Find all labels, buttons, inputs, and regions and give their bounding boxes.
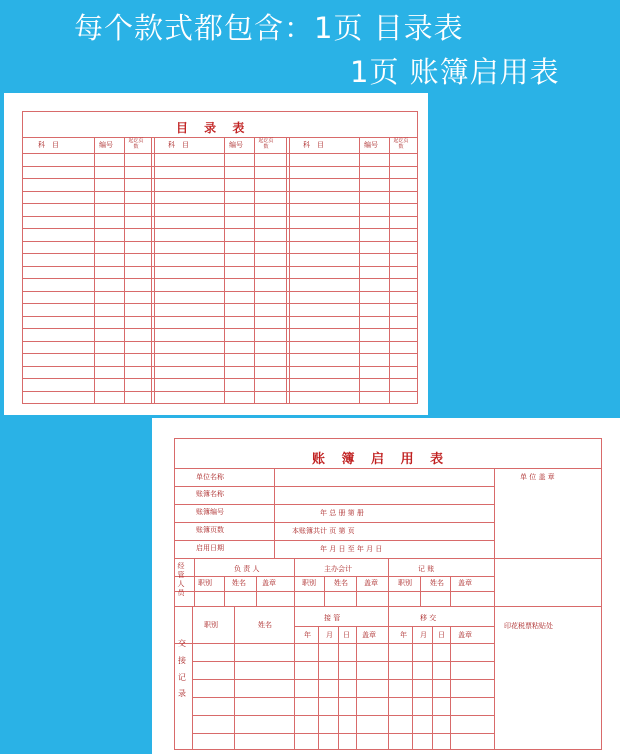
ledger-manager-sub-line [324, 576, 325, 606]
ledger-manager-row-line [174, 591, 494, 592]
catalog-pages-header: 起讫页数 [258, 138, 274, 150]
ledger-row-line [174, 468, 602, 469]
catalog-title: 目 录 表 [176, 121, 251, 135]
ledger-handover-row-line [192, 715, 494, 716]
ledger-manager-sub-line [224, 576, 225, 606]
catalog-pages-header: 起讫页数 [393, 138, 409, 150]
ledger-handover-sub-line [294, 626, 494, 627]
stamp-area-label: 印花税票粘贴处 [504, 622, 553, 630]
chief-accountant-label: 主办会计 [324, 565, 352, 573]
catalog-column-line [389, 137, 390, 404]
ledger-handover-header-line [174, 643, 494, 644]
unit-seal-label: 单 位 盖 章 [520, 473, 555, 481]
book-pages-label: 账簿页数 [196, 526, 224, 534]
book-name-label: 账簿名称 [196, 490, 224, 498]
ledger-manager-col-line [194, 558, 195, 606]
takeover-seal: 盖章 [362, 631, 376, 639]
mgr-seal-col-3: 盖章 [458, 579, 472, 587]
handover-title-col: 职别 [204, 621, 218, 629]
ledger-date-col-line [432, 626, 433, 750]
catalog-subject-header: 科 目 [38, 141, 59, 149]
mgr-seal-col-1: 盖章 [262, 579, 276, 587]
ledger-manager-sub-line [420, 576, 421, 606]
takeover-day: 日 [343, 631, 350, 639]
takeover-year: 年 [304, 631, 311, 639]
ledger-date-col-line [338, 626, 339, 750]
handover-name-col: 姓名 [258, 621, 272, 629]
ledger-right-divider [494, 468, 495, 750]
start-date-label: 启用日期 [196, 544, 224, 552]
ledger-handover-row-line [192, 697, 494, 698]
transfer-year: 年 [400, 631, 407, 639]
catalog-column-line [359, 137, 360, 404]
mgr-title-col-1: 职别 [198, 579, 212, 587]
transfer-seal: 盖章 [458, 631, 472, 639]
managers-label: 经管人员 [177, 562, 185, 598]
catalog-subject-header: 科 目 [303, 141, 324, 149]
ledger-title: 账 簿 启 用 表 [312, 452, 450, 467]
catalog-column-line [224, 137, 225, 404]
ledger-row-line [174, 486, 494, 487]
catalog-column-line [254, 137, 255, 404]
ledger-sheet [152, 418, 620, 754]
ledger-row-line [174, 522, 494, 523]
mgr-title-col-2: 职别 [302, 579, 316, 587]
catalog-column-line [94, 137, 95, 404]
year-total-label: 年 总 册 第 册 [320, 509, 364, 517]
ledger-handover-row-line [192, 661, 494, 662]
ledger-handover-row-line [192, 679, 494, 680]
takeover-month: 月 [326, 631, 333, 639]
ledger-manager-sub-line [450, 576, 451, 606]
book-total-label: 本账簿共计 页 第 页 [292, 527, 355, 535]
unit-name-label: 单位名称 [196, 473, 224, 481]
ledger-handover-col-line [192, 606, 193, 750]
ledger-row-line [174, 540, 494, 541]
catalog-sheet [4, 93, 428, 415]
catalog-pages-header: 起讫页数 [128, 138, 144, 150]
handover-record-label: 交接记录 [178, 639, 186, 699]
ledger-label-divider [274, 468, 275, 558]
ledger-date-col-line [318, 626, 319, 750]
ledger-handover-row-line [192, 733, 494, 734]
catalog-number-header: 编号 [229, 141, 243, 149]
ledger-row-line [174, 504, 494, 505]
catalog-group-line [151, 137, 152, 404]
ledger-date-col-line [412, 626, 413, 750]
ledger-manager-col-line [294, 558, 295, 606]
catalog-group-line [289, 137, 290, 404]
mgr-name-col-1: 姓名 [232, 579, 246, 587]
mgr-name-col-3: 姓名 [430, 579, 444, 587]
catalog-number-header: 编号 [364, 141, 378, 149]
mgr-title-col-3: 职别 [398, 579, 412, 587]
transfer-month: 月 [420, 631, 427, 639]
takeover-label: 接 管 [324, 614, 341, 622]
ledger-manager-sub-line [356, 576, 357, 606]
catalog-group-line [286, 137, 287, 404]
catalog-column-line [124, 137, 125, 404]
header-line-2: 1页 账簿启用表 [350, 55, 560, 89]
ledger-manager-col-line [388, 558, 389, 606]
date-range-label: 年 月 日 至 年 月 日 [320, 545, 383, 553]
ledger-manager-row-line [174, 576, 494, 577]
ledger-date-col-line [450, 626, 451, 750]
header-line-1: 每个款式都包含：1页 目录表 [74, 11, 464, 45]
ledger-manager-sub-line [256, 576, 257, 606]
mgr-name-col-2: 姓名 [334, 579, 348, 587]
catalog-subject-header: 科 目 [168, 141, 189, 149]
ledger-handover-col-line [234, 606, 235, 750]
bookkeeper-label: 记 账 [418, 565, 435, 573]
catalog-group-line [154, 137, 155, 404]
ledger-handover-col-line [388, 606, 389, 750]
ledger-date-col-line [356, 626, 357, 750]
mgr-seal-col-2: 盖章 [364, 579, 378, 587]
transfer-label: 移 交 [420, 614, 437, 622]
person-in-charge-label: 负 责 人 [234, 565, 260, 573]
transfer-day: 日 [438, 631, 445, 639]
catalog-number-header: 编号 [99, 141, 113, 149]
book-number-label: 账簿编号 [196, 508, 224, 516]
ledger-handover-col-line [294, 606, 295, 750]
